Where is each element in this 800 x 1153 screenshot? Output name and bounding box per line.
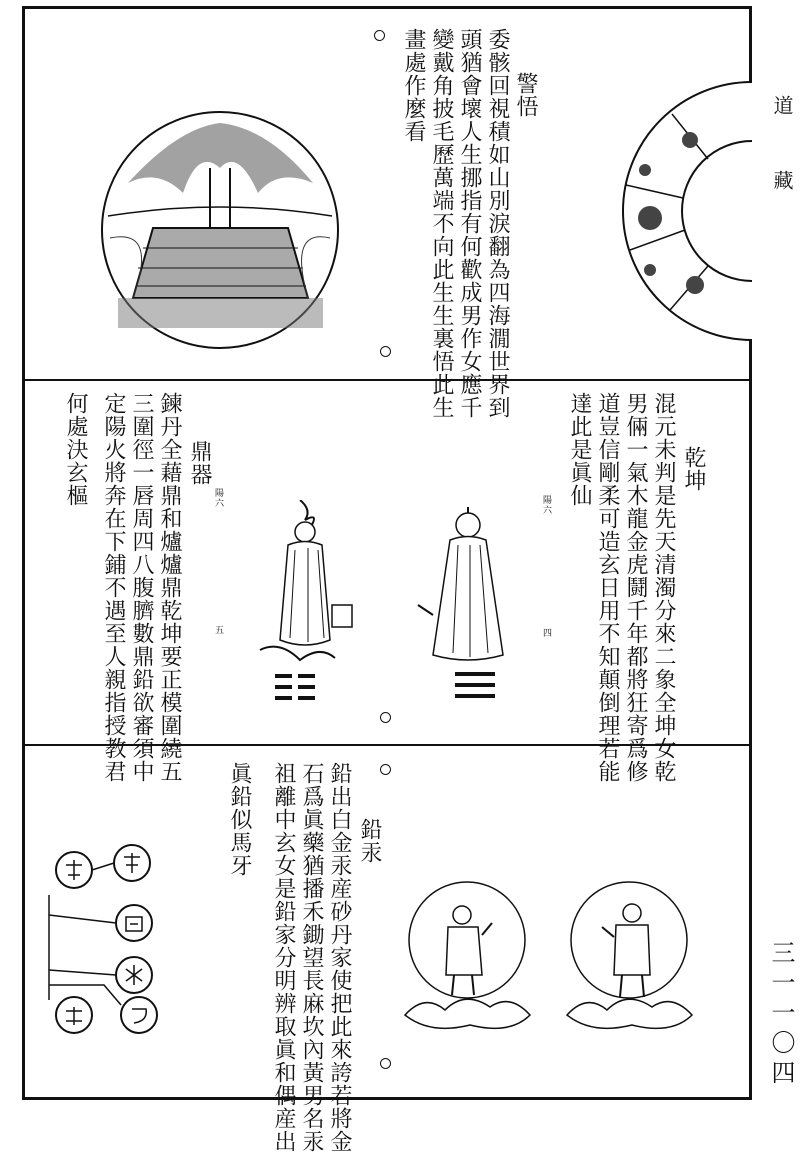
illustration-seal-diagram	[44, 835, 164, 1035]
section1-column-2: 頭猶會壞人生挪指有何歡成男作女應千	[457, 28, 482, 419]
illustration-tree-on-altar	[98, 108, 342, 352]
book-label-dao: 道	[770, 95, 794, 115]
section3-title: 鉛汞	[357, 818, 382, 864]
illustration-boy-in-orb-right	[562, 875, 697, 1040]
section3-column-3: 祖離中玄女是鉛家分明辨取眞和偶産出	[271, 762, 296, 1153]
page-number: 三一一〇四	[767, 940, 795, 1090]
illustration-male-figure	[408, 505, 528, 670]
section2-right-column-3: 道豈信剛柔可造玄日用不知顛倒理若能	[595, 392, 620, 783]
section3-column-4: 眞鉛似馬牙	[227, 762, 252, 877]
section-divider-1	[25, 379, 749, 381]
section2-left-note-1: 陽六	[213, 488, 223, 508]
section2-right-column-1: 混元未判是先天清濁分來二象全坤女乾	[651, 392, 676, 783]
circle-mark	[380, 346, 391, 357]
section2-left-column-1: 鍊丹全藉鼎和爐爐鼎乾坤要正模圍繞五	[157, 392, 182, 783]
section2-left-title: 鼎器	[187, 440, 212, 486]
section2-left-note-2: 五	[213, 625, 223, 635]
section1-column-3: 變戴角披毛歷萬端不向此生生裏悟此生	[429, 28, 454, 419]
section2-left-column-2: 三圍徑一唇周四八腹臍數鼎鉛欲審須中	[129, 392, 154, 783]
section2-right-title: 乾坤	[681, 446, 706, 492]
trigram-kun-icon	[275, 672, 315, 702]
illustration-wheel-fragment	[590, 80, 752, 342]
trigram-qian-icon	[455, 670, 495, 700]
section2-right-column-2: 男倆一氣木龍金虎鬪千年都將狂寄爲修	[623, 392, 648, 783]
circle-mark	[380, 712, 391, 723]
section2-right-note-2: 四	[541, 628, 551, 638]
section2-left-column-3: 定陽火將奔在下鋪不遇至人親指授教君	[101, 392, 126, 783]
circle-mark	[380, 1058, 391, 1069]
section2-right-column-4: 達此是眞仙	[567, 392, 592, 507]
section3-column-1: 鉛出白金汞産砂丹家使把此來誇若將金	[327, 762, 352, 1153]
circle-mark	[374, 30, 385, 41]
section3-column-2: 石爲眞藥猶播禾鋤望長麻坎內黃男名汞	[299, 762, 324, 1153]
illustration-boy-in-orb-left	[400, 875, 535, 1040]
illustration-female-figure	[250, 500, 360, 670]
section1-column-4: 畫處作麼看	[401, 28, 426, 143]
section1-title: 警悟	[513, 72, 538, 118]
section2-right-note-1: 陽六	[541, 495, 551, 515]
section1-column-1: 委骸回視積如山別淚翻為四海㵎世界到	[485, 28, 510, 419]
circle-mark	[380, 764, 391, 775]
book-label-zang: 藏	[770, 170, 794, 190]
section2-left-column-4: 何處決玄樞	[63, 392, 88, 507]
